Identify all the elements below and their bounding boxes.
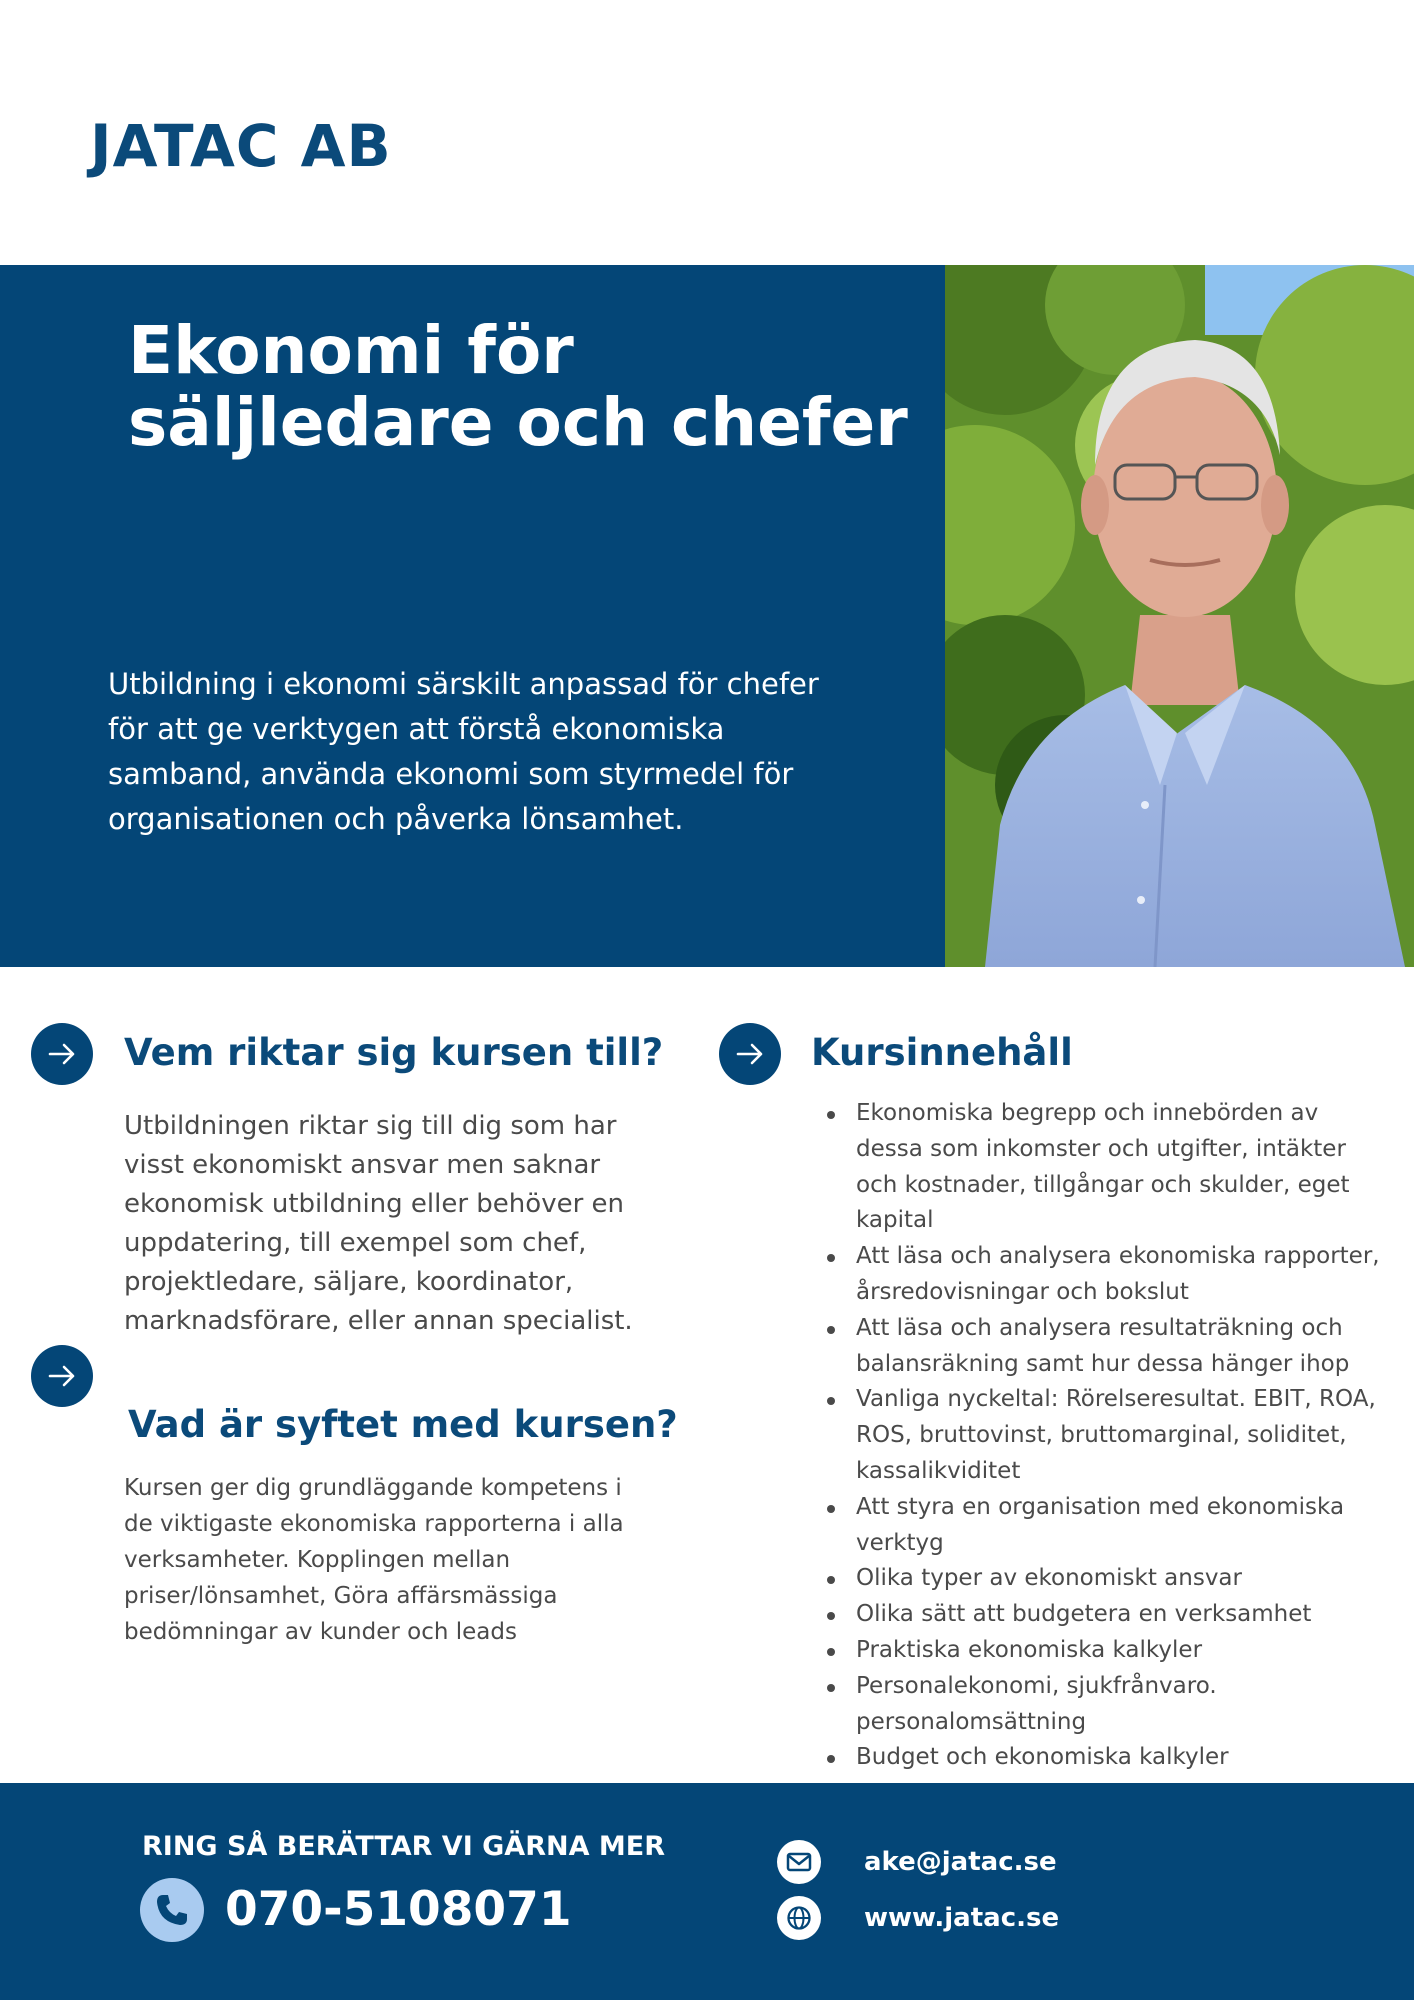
email-link[interactable]: ake@jatac.se <box>864 1847 1057 1877</box>
list-item: Olika typer av ekonomiskt ansvar <box>826 1561 1386 1597</box>
page-title-line-1: Ekonomi för <box>128 312 574 389</box>
globe-icon <box>777 1896 821 1940</box>
purpose-heading: Vad är syftet med kursen? <box>128 1403 678 1446</box>
list-item: Budget och ekonomiska kalkyler <box>826 1740 1386 1776</box>
call-to-action: RING SÅ BERÄTTAR VI GÄRNA MER <box>142 1831 665 1862</box>
phone-icon[interactable] <box>140 1878 204 1942</box>
phone-number-link[interactable]: 070-5108071 <box>225 1882 572 1937</box>
arrow-right-icon <box>31 1023 93 1085</box>
list-item: Praktiska ekonomiska kalkyler <box>826 1633 1386 1669</box>
arrow-right-icon <box>719 1023 781 1085</box>
list-item: Personalekonomi, sjukfrånvaro. personalomsättning <box>826 1669 1386 1741</box>
course-content-list <box>826 1096 1386 1776</box>
list-item: Ekonomiska begrepp och innebörden av dessa som inkomster och utgifter, intäkter och kostnader, tillgångar och skulder, eget kapital <box>826 1096 1386 1239</box>
hero-description: Utbildning i ekonomi särskilt anpassad för chefer för att ge verktygen att förstå ekonomiska samband, använda ekonomi som styrmedel för organisationen och påverka lönsamhet. <box>108 667 819 836</box>
page-title <box>128 312 908 461</box>
mail-icon <box>777 1840 821 1884</box>
list-item: Olika sätt att budgetera en verksamhet <box>826 1597 1386 1633</box>
page-title-line-2: säljledare och chefer <box>128 384 908 461</box>
company-logo: JATAC AB <box>90 112 392 180</box>
list-item: Att läsa och analysera resultaträkning och balansräkning samt hur dessa hänger ihop <box>826 1311 1386 1383</box>
list-item: Vanliga nyckeltal: Rörelseresultat. EBIT, ROA, ROS, bruttovinst, bruttomarginal, soliditet, kassalikviditet <box>826 1382 1386 1489</box>
website-link[interactable]: www.jatac.se <box>864 1903 1060 1933</box>
arrow-right-icon <box>31 1345 93 1407</box>
audience-text: Utbildningen riktar sig till dig som har visst ekonomiskt ansvar men saknar ekonomisk utbildning eller behöver en uppdatering, till exempel som chef, projektledare, säljare, koordinator, marknadsförare, eller annan specialist. <box>124 1111 633 1336</box>
purpose-text: Kursen ger dig grundläggande kompetens i de viktigaste ekonomiska rapporterna i alla verksamheter. Kopplingen mellan priser/lönsamhet, Göra affärsmässiga bedömningar av kunder och leads <box>124 1475 624 1645</box>
list-item: Att styra en organisation med ekonomiska verktyg <box>826 1490 1386 1562</box>
list-item: Att läsa och analysera ekonomiska rapporter, årsredovisningar och bokslut <box>826 1239 1386 1311</box>
content-heading: Kursinnehåll <box>811 1031 1073 1074</box>
contact-footer <box>0 1783 1414 2000</box>
hero-banner <box>0 265 1414 967</box>
instructor-photo <box>945 265 1414 967</box>
audience-heading: Vem riktar sig kursen till? <box>124 1031 664 1074</box>
